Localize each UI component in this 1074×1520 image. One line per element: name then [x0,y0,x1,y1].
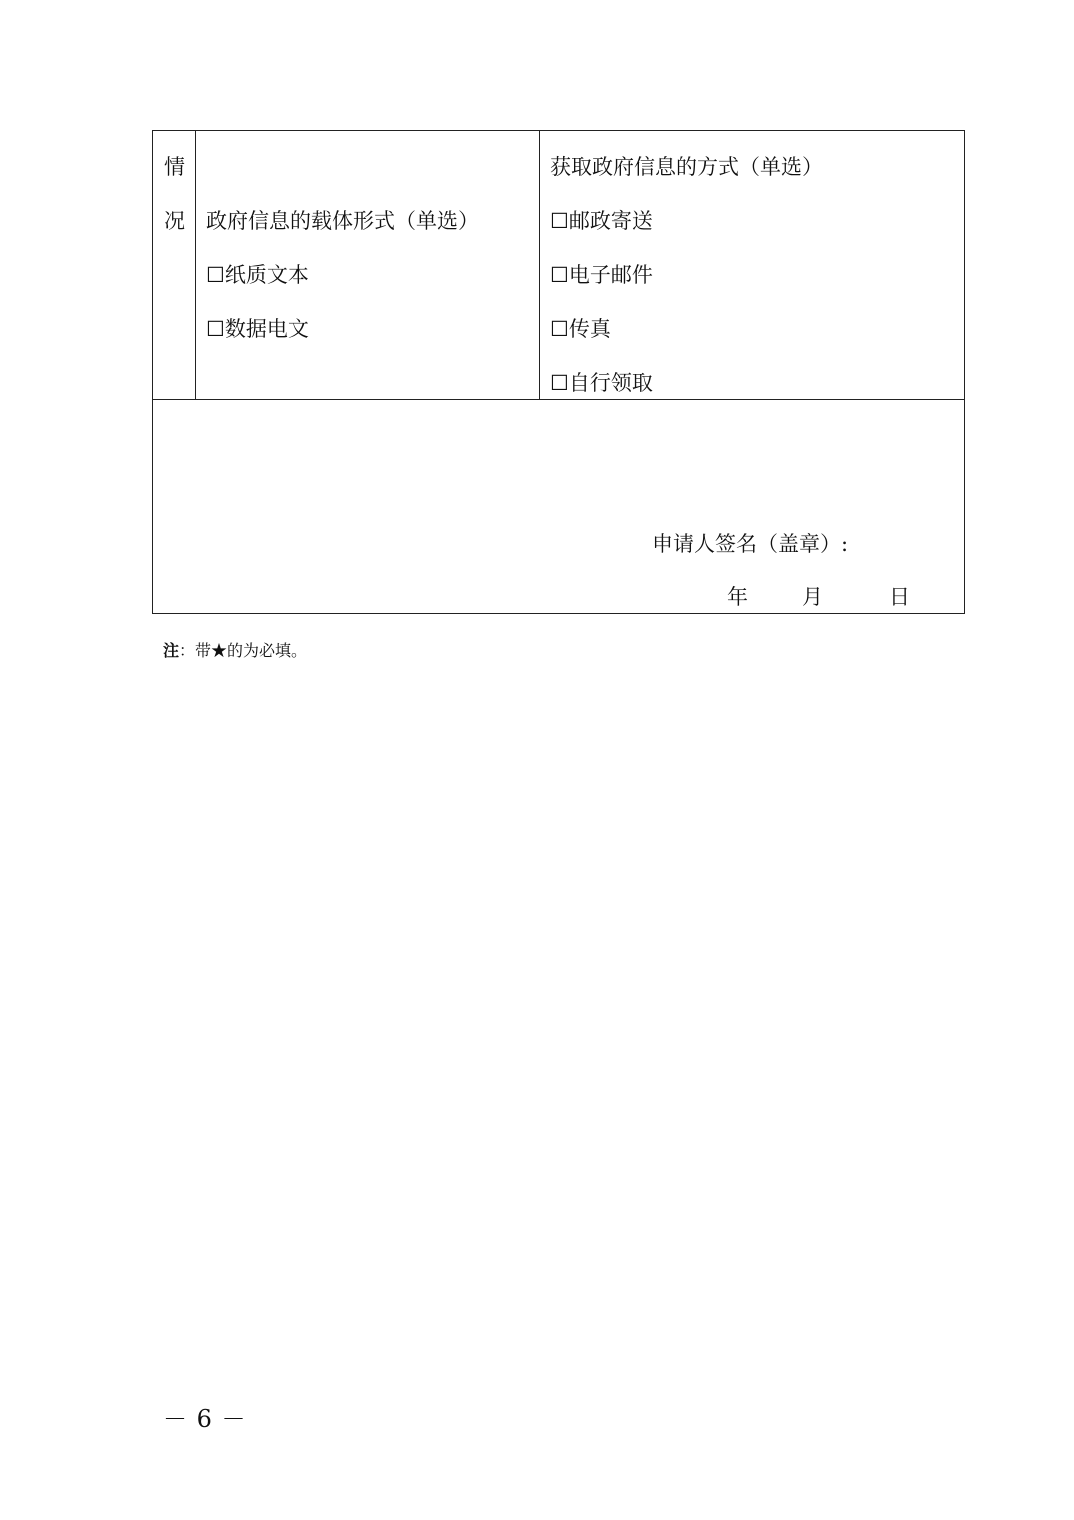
delivery-method-title: 获取政府信息的方式（单选） [550,155,823,179]
method-option-fax[interactable]: ☐传真 [550,317,611,341]
side-label-char-1: 情 [164,155,185,179]
footnote [163,641,307,661]
carrier-form-title: 政府信息的载体形式（单选） [206,209,479,233]
signature-day: 日 [889,585,910,609]
footnote-text: ：带★的为必填。 [179,641,308,660]
signature-month: 月 [802,585,823,609]
delivery-method-cell [540,131,964,399]
side-label-char-2: 况 [164,209,185,233]
signature-label: 申请人签名（盖章）: [652,532,849,556]
method-option-post[interactable]: ☐邮政寄送 [550,209,653,233]
side-label-cell [153,131,196,399]
info-requirements-row [153,131,964,400]
footnote-prefix: 注 [163,641,180,660]
carrier-option-electronic[interactable]: ☐数据电文 [206,317,309,341]
carrier-form-cell [196,131,540,399]
page-number: － 6 － [163,1405,247,1433]
carrier-option-paper[interactable]: ☐纸质文本 [206,263,309,287]
method-option-self-pickup[interactable]: ☐自行领取 [550,371,653,395]
application-form-table [152,130,965,614]
method-option-email[interactable]: ☐电子邮件 [550,263,653,287]
signature-year: 年 [727,585,748,609]
